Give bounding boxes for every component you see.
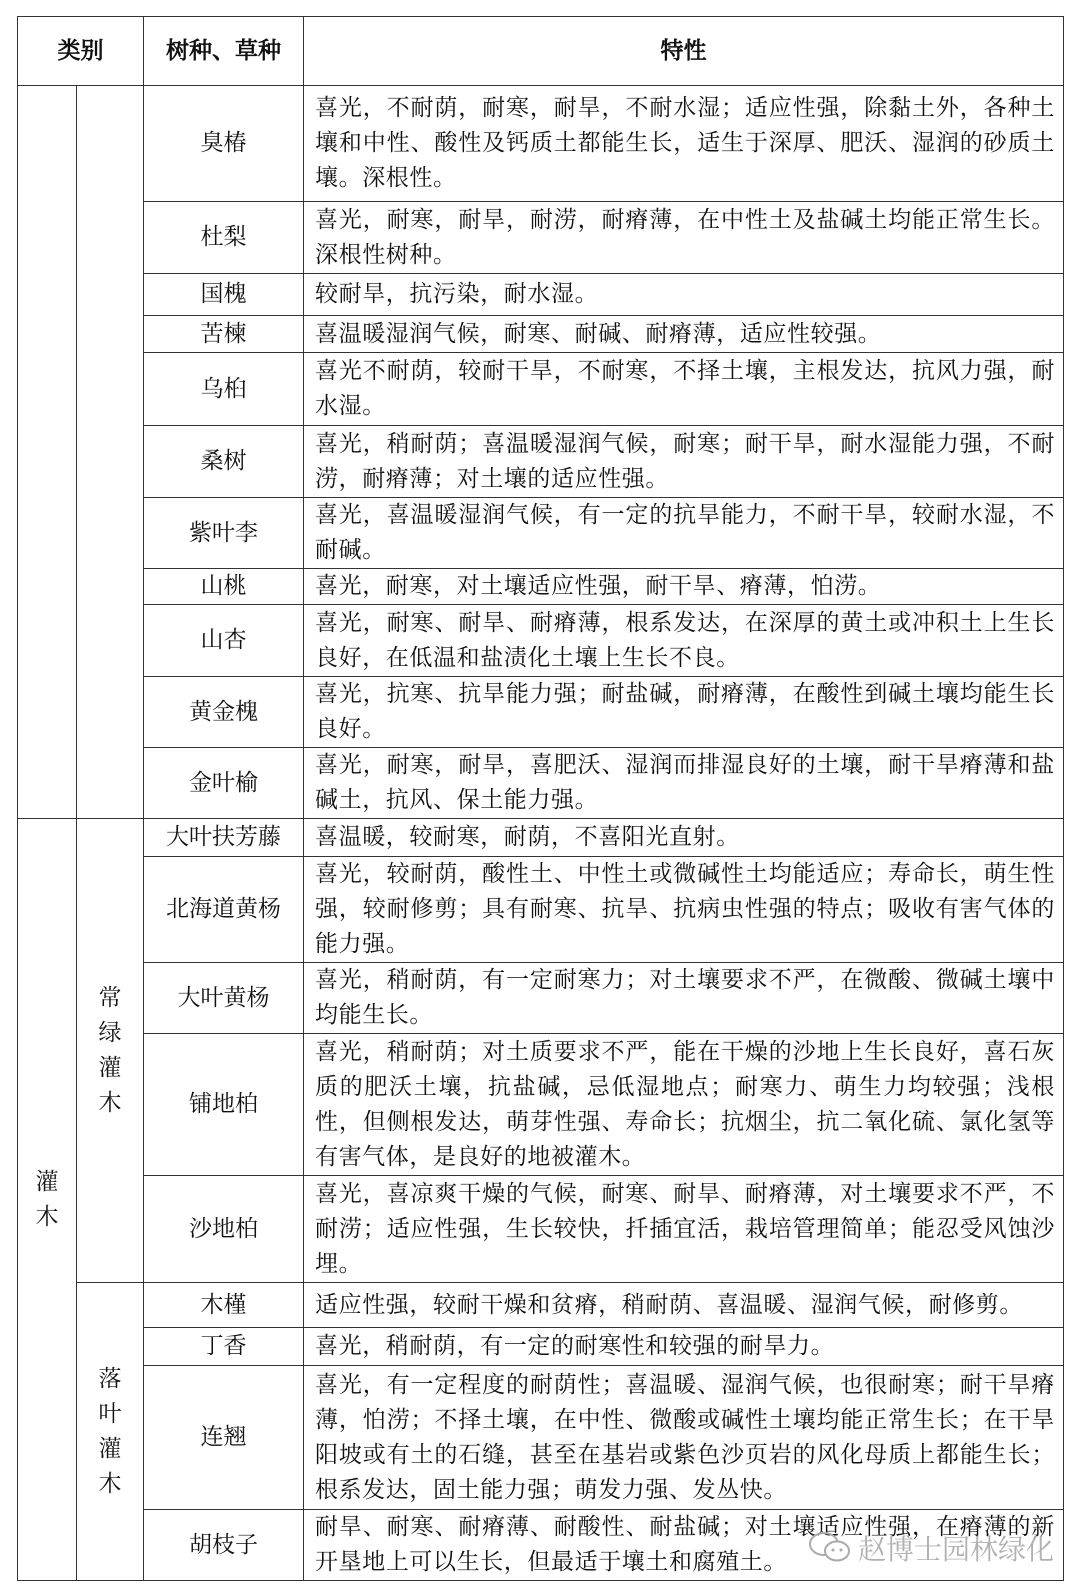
species-name: 乌桕 [144, 353, 304, 426]
subcategory-evergreen [77, 819, 144, 1283]
species-properties: 喜光，较耐荫，酸性土、中性土或微碱性土均能适应；寿命长，萌生性强，较耐修剪；具有耐寒、抗旱、抗病虫性强的特点；吸收有害气体的能力强。 [304, 857, 1064, 963]
species-name: 国槐 [144, 274, 304, 316]
species-properties: 喜光，抗寒、抗旱能力强；耐盐碱，耐瘠薄，在酸性到碱土壤均能生长良好。 [304, 677, 1064, 748]
table-row [18, 353, 1064, 426]
table-row [18, 569, 1064, 605]
species-properties: 喜光不耐荫，较耐干旱，不耐寒，不择土壤，主根发达，抗风力强，耐水湿。 [304, 353, 1064, 426]
subcategory-deciduous-label: 落叶灌木 [98, 1365, 122, 1497]
table-row [18, 857, 1064, 963]
species-name: 铺地柏 [144, 1034, 304, 1176]
species-name: 桑树 [144, 426, 304, 498]
species-properties: 喜光，有一定程度的耐荫性；喜温暖、湿润气候，也很耐寒；耐干旱瘠薄，怕涝；不择土壤，在中性、微酸或碱性土壤均能正常生长；在干旱阳坡或有土的石缝，甚至在基岩或紫色沙页岩的风化母质上都能生长；根系发达，固土能力强；萌发力强、发丛快。 [304, 1366, 1064, 1510]
species-name: 紫叶李 [144, 498, 304, 569]
species-name: 杜梨 [144, 202, 304, 274]
species-properties: 喜光，稍耐荫，有一定耐寒力；对土壤要求不严，在微酸、微碱土壤中均能生长。 [304, 963, 1064, 1034]
species-properties: 喜温暖，较耐寒，耐荫，不喜阳光直射。 [304, 819, 1064, 857]
species-properties: 喜光，喜凉爽干燥的气候，耐寒、耐旱、耐瘠薄，对土壤要求不严，不耐涝；适应性强，生长较快，扦插宜活，栽培管理简单；能忍受风蚀沙埋。 [304, 1176, 1064, 1283]
species-properties: 喜光，稍耐荫，有一定的耐寒性和较强的耐旱力。 [304, 1328, 1064, 1366]
species-name: 大叶扶芳藤 [144, 819, 304, 857]
category-shrub-label: 灌木 [35, 1168, 59, 1230]
species-properties: 喜光，耐寒、耐旱、耐瘠薄，根系发达，在深厚的黄土或冲积土上生长良好，在低温和盐渍化土壤上生长不良。 [304, 605, 1064, 677]
species-properties: 较耐旱，抗污染，耐水湿。 [304, 274, 1064, 316]
plant-characteristics-table [17, 16, 1064, 1581]
species-name: 黄金槐 [144, 677, 304, 748]
table-row [18, 605, 1064, 677]
species-name: 胡枝子 [144, 1510, 304, 1581]
header-category: 类别 [18, 17, 144, 86]
species-name: 沙地柏 [144, 1176, 304, 1283]
species-properties: 耐旱、耐寒、耐瘠薄、耐酸性、耐盐碱；对土壤适应性强，在瘠薄的新开垦地上可以生长，但最适于壤土和腐殖土。 [304, 1510, 1064, 1581]
species-properties: 适应性强，较耐干燥和贫瘠，稍耐荫、喜温暖、湿润气候，耐修剪。 [304, 1283, 1064, 1328]
subcategory-evergreen-label: 常绿灌木 [98, 984, 122, 1116]
table-row [18, 86, 1064, 202]
category-shrub [18, 819, 77, 1581]
category-trees-blank [18, 86, 77, 819]
species-name: 丁香 [144, 1328, 304, 1366]
table-row [18, 274, 1064, 316]
species-name: 连翘 [144, 1366, 304, 1510]
watermark [808, 1528, 1054, 1568]
table-row [18, 1176, 1064, 1283]
header-species: 树种、草种 [144, 17, 304, 86]
species-name: 山桃 [144, 569, 304, 605]
table-row [18, 316, 1064, 353]
header-row [18, 17, 1064, 86]
species-properties: 喜光，耐寒，耐旱，喜肥沃、湿润而排湿良好的土壤，耐干旱瘠薄和盐碱土，抗风、保土能力强。 [304, 748, 1064, 819]
species-properties: 喜光，耐寒，对土壤适应性强，耐干旱、瘠薄，怕涝。 [304, 569, 1064, 605]
species-name: 金叶榆 [144, 748, 304, 819]
table-row [18, 1366, 1064, 1510]
species-properties: 喜光，稍耐荫；喜温暖湿润气候，耐寒；耐干旱，耐水湿能力强，不耐涝，耐瘠薄；对土壤的适应性强。 [304, 426, 1064, 498]
table-row [18, 426, 1064, 498]
subcategory-deciduous [77, 1283, 144, 1581]
table-row [18, 202, 1064, 274]
species-name: 北海道黄杨 [144, 857, 304, 963]
wechat-icon [808, 1531, 852, 1565]
species-name: 臭椿 [144, 86, 304, 202]
species-name: 山杏 [144, 605, 304, 677]
species-properties: 喜光，稍耐荫；对土质要求不严，能在干燥的沙地上生长良好，喜石灰质的肥沃土壤，抗盐碱，忌低湿地点；耐寒力、萌生力均较强；浅根性，但侧根发达，萌芽性强、寿命长；抗烟尘，抗二氧化硫、氯化氢等有害气体，是良好的地被灌木。 [304, 1034, 1064, 1176]
header-properties: 特性 [304, 17, 1064, 86]
table-row [18, 677, 1064, 748]
species-properties: 喜温暖湿润气候，耐寒、耐碱、耐瘠薄，适应性较强。 [304, 316, 1064, 353]
species-properties: 喜光，喜温暖湿润气候，有一定的抗旱能力，不耐干旱，较耐水湿，不耐碱。 [304, 498, 1064, 569]
table-row [18, 963, 1064, 1034]
table-row [18, 819, 1064, 857]
species-name: 木槿 [144, 1283, 304, 1328]
table-row [18, 1283, 1064, 1328]
table-row [18, 1034, 1064, 1176]
table-row [18, 748, 1064, 819]
subcategory-trees-blank [77, 86, 144, 819]
species-name: 大叶黄杨 [144, 963, 304, 1034]
table-row [18, 1328, 1064, 1366]
species-name: 苦楝 [144, 316, 304, 353]
species-properties: 喜光，不耐荫，耐寒，耐旱，不耐水湿；适应性强，除黏土外，各种土壤和中性、酸性及钙质土都能生长，适生于深厚、肥沃、湿润的砂质土壤。深根性。 [304, 86, 1064, 202]
table-row [18, 498, 1064, 569]
species-properties: 喜光，耐寒，耐旱，耐涝，耐瘠薄，在中性土及盐碱土均能正常生长。深根性树种。 [304, 202, 1064, 274]
watermark-text: 赵博士园林绿化 [858, 1533, 1055, 1566]
